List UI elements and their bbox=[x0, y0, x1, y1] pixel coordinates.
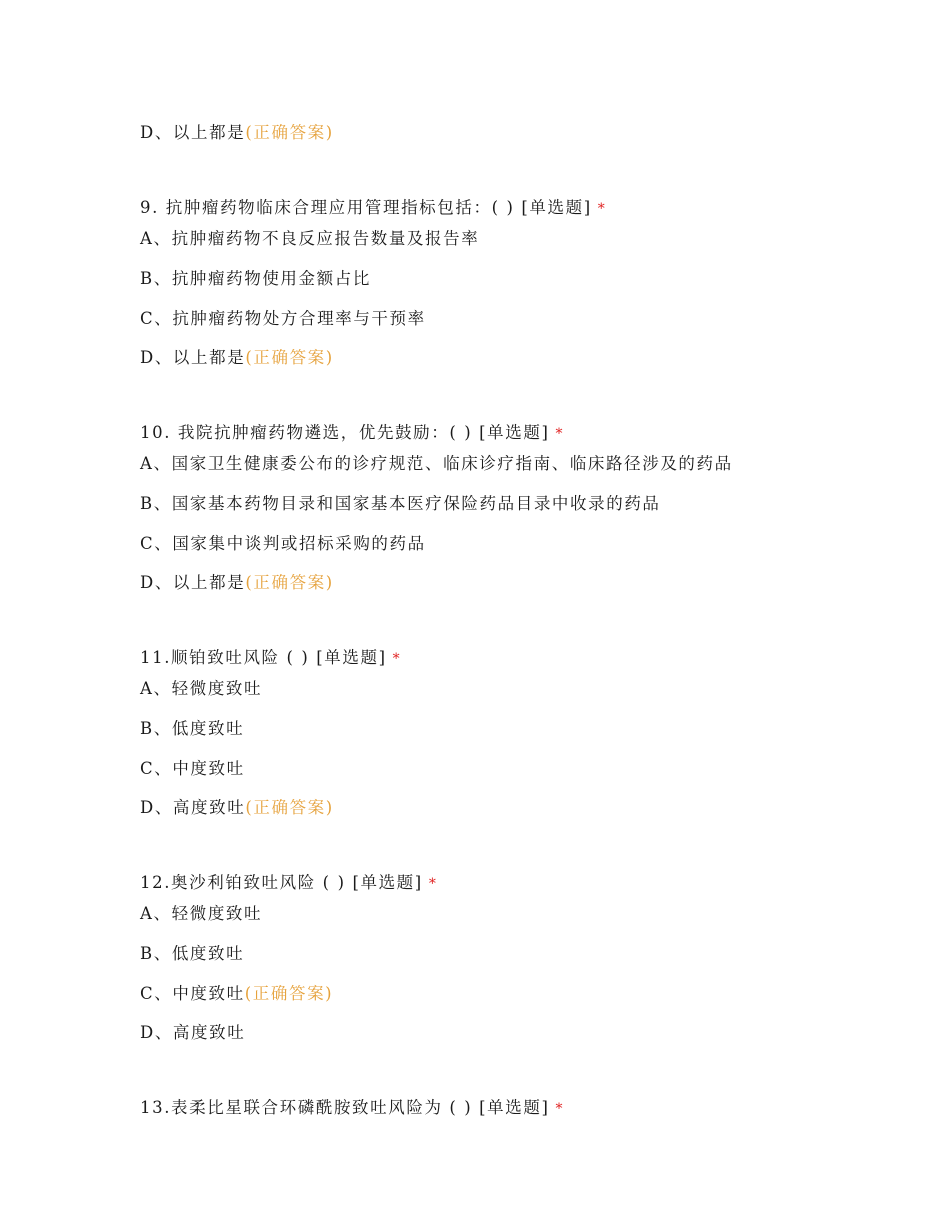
required-asterisk: * bbox=[428, 876, 436, 892]
question-9-option-b[interactable] bbox=[140, 268, 371, 290]
question-9-title bbox=[140, 197, 605, 220]
prev-option-d[interactable] bbox=[140, 122, 334, 144]
required-asterisk: * bbox=[597, 201, 605, 217]
question-title-text: 9. 抗肿瘤药物临床合理应用管理指标包括：( ) [单选题] bbox=[140, 198, 592, 217]
question-12-option-b[interactable] bbox=[140, 943, 244, 965]
option-text: C、抗肿瘤药物处方合理率与干预率 bbox=[140, 309, 426, 328]
question-11-option-c[interactable] bbox=[140, 758, 245, 780]
option-text: C、中度致吐 bbox=[140, 759, 245, 778]
question-title-text: 13.表柔比星联合环磷酰胺致吐风险为 ( ) [单选题] bbox=[140, 1098, 550, 1117]
option-text: A、轻微度致吐 bbox=[140, 679, 263, 698]
question-10-title bbox=[140, 422, 563, 445]
option-text: A、抗肿瘤药物不良反应报告数量及报告率 bbox=[140, 229, 480, 248]
option-text: D、以上都是 bbox=[140, 123, 246, 142]
required-asterisk: * bbox=[555, 1101, 563, 1117]
option-text: C、中度致吐 bbox=[140, 984, 245, 1003]
question-10-option-a[interactable] bbox=[140, 453, 733, 475]
correct-answer-mark: (正确答案) bbox=[244, 984, 334, 1003]
question-title-text: 10. 我院抗肿瘤药物遴选，优先鼓励：( ) [单选题] bbox=[140, 423, 550, 442]
question-11-option-a[interactable] bbox=[140, 678, 262, 700]
option-text: B、低度致吐 bbox=[140, 719, 245, 738]
question-9-option-c[interactable] bbox=[140, 308, 426, 330]
option-text: B、国家基本药物目录和国家基本医疗保险药品目录中收录的药品 bbox=[140, 494, 661, 513]
question-12-option-d[interactable] bbox=[140, 1022, 245, 1044]
question-title-text: 11.顺铂致吐风险 ( ) [单选题] bbox=[140, 648, 387, 667]
question-11-option-d[interactable] bbox=[140, 797, 334, 819]
option-text: B、抗肿瘤药物使用金额占比 bbox=[140, 269, 371, 288]
question-9-option-a[interactable] bbox=[140, 228, 479, 250]
option-text: A、国家卫生健康委公布的诊疗规范、临床诊疗指南、临床路径涉及的药品 bbox=[140, 454, 733, 473]
question-11-title bbox=[140, 647, 400, 670]
question-13-title bbox=[140, 1097, 563, 1120]
option-text: A、轻微度致吐 bbox=[140, 904, 263, 923]
question-10-option-d[interactable] bbox=[140, 572, 334, 594]
option-text: C、国家集中谈判或招标采购的药品 bbox=[140, 534, 426, 553]
question-title-text: 12.奥沙利铂致吐风险 ( ) [单选题] bbox=[140, 873, 423, 892]
option-text: B、低度致吐 bbox=[140, 944, 245, 963]
question-10-option-b[interactable] bbox=[140, 493, 661, 515]
required-asterisk: * bbox=[392, 651, 400, 667]
question-11-option-b[interactable] bbox=[140, 718, 244, 740]
option-text: D、以上都是 bbox=[140, 348, 246, 367]
question-12-title bbox=[140, 872, 436, 895]
correct-answer-mark: (正确答案) bbox=[245, 348, 334, 367]
option-text: D、以上都是 bbox=[140, 573, 246, 592]
question-9-option-d[interactable] bbox=[140, 347, 334, 369]
required-asterisk: * bbox=[555, 426, 563, 442]
correct-answer-mark: (正确答案) bbox=[245, 123, 334, 142]
correct-answer-mark: (正确答案) bbox=[245, 573, 334, 592]
question-10-option-c[interactable] bbox=[140, 533, 426, 555]
option-text: D、高度致吐 bbox=[140, 1023, 246, 1042]
question-12-option-a[interactable] bbox=[140, 903, 262, 925]
correct-answer-mark: (正确答案) bbox=[245, 798, 334, 817]
question-12-option-c[interactable] bbox=[140, 983, 333, 1005]
option-text: D、高度致吐 bbox=[140, 798, 246, 817]
